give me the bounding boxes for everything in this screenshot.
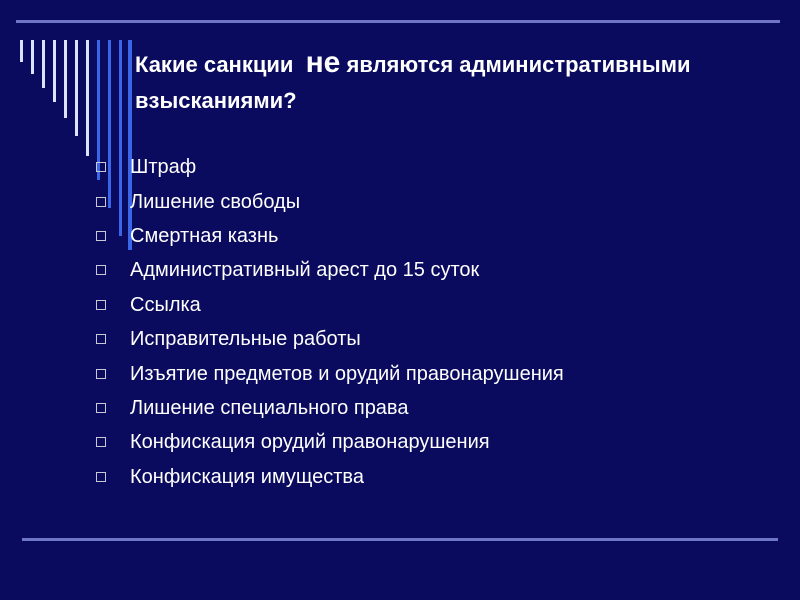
- stripe-7: [86, 40, 89, 156]
- list-item: [96, 288, 564, 322]
- list-item: [96, 460, 564, 494]
- bullet-list: [96, 150, 564, 494]
- square-bullet-icon: [96, 369, 106, 379]
- square-bullet-icon: [96, 231, 106, 241]
- slide-title: [135, 45, 775, 119]
- list-item: [96, 322, 564, 356]
- list-item: [96, 253, 564, 287]
- list-item: [96, 356, 564, 390]
- square-bullet-icon: [96, 437, 106, 447]
- list-item-text: Лишение свободы: [130, 190, 301, 213]
- square-bullet-icon: [96, 265, 106, 275]
- stripe-3: [42, 40, 45, 88]
- square-bullet-icon: [96, 197, 106, 207]
- list-item-text: Ссылка: [130, 293, 201, 316]
- list-item-text: Смертная казнь: [130, 224, 279, 247]
- square-bullet-icon: [96, 334, 106, 344]
- list-item: [96, 184, 564, 218]
- top-divider: [16, 20, 780, 23]
- stripe-4: [53, 40, 56, 102]
- list-item-text: Исправительные работы: [130, 328, 361, 351]
- list-item-text: Административный арест до 15 суток: [130, 259, 480, 282]
- list-item-text: Изъятие предметов и орудий правонарушения: [130, 362, 564, 385]
- list-item-text: Штраф: [130, 156, 197, 179]
- list-item-text: Конфискация имущества: [130, 465, 364, 488]
- title-part-1: Какие санкции: [135, 52, 294, 77]
- stripe-2: [31, 40, 34, 74]
- stripe-5: [64, 40, 67, 118]
- list-item: [96, 391, 564, 425]
- bottom-divider: [22, 538, 778, 541]
- list-item-text: Конфискация орудий правонарушения: [130, 431, 490, 454]
- list-item: [96, 425, 564, 459]
- list-item: [96, 150, 564, 184]
- square-bullet-icon: [96, 403, 106, 413]
- square-bullet-icon: [96, 300, 106, 310]
- list-item-text: Лишение специального права: [130, 396, 409, 419]
- list-item: [96, 219, 564, 253]
- square-bullet-icon: [96, 162, 106, 172]
- stripe-1: [20, 40, 23, 62]
- square-bullet-icon: [96, 472, 106, 482]
- stripe-6: [75, 40, 78, 136]
- title-part-2: являются административными взысканиями?: [135, 52, 691, 113]
- title-emphasis: не: [305, 46, 341, 79]
